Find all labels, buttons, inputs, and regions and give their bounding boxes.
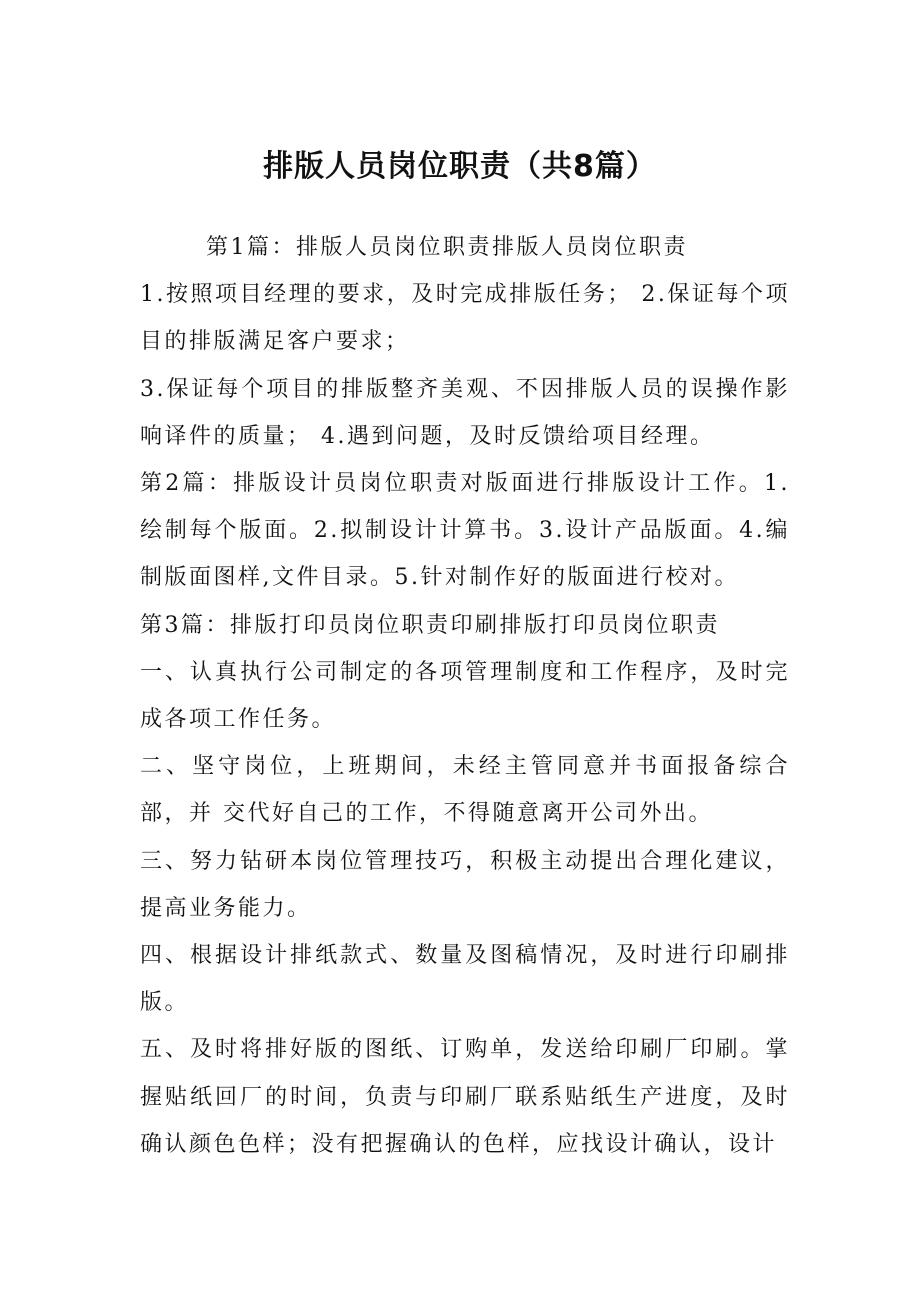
section-1-heading: 第1篇：排版人员岗位职责排版人员岗位职责: [206, 235, 688, 260]
section-1-item-1-2: 1.按照项目经理的要求，及时完成排版任务； 2.保证每个项目的排版满足客户要求；: [140, 282, 790, 355]
section-3-item-5: 五、及时将排好版的图纸、订购单，发送给印刷厂印刷。掌握贴纸回厂的时间，负责与印刷厂联系贴纸生产进度，及时确认颜色色样；没有把握确认的色样，应找设计确认，设计: [140, 1037, 790, 1157]
section-3-item-1: 一、认真执行公司制定的各项管理制度和工作程序，及时完成各项工作任务。: [140, 659, 790, 733]
document-body: [140, 224, 790, 1168]
section-3-item-3: 三、努力钻研本岗位管理技巧，积极主动提出合理化建议，提高业务能力。: [140, 848, 790, 921]
section-3-item-2: 二、坚守岗位，上班期间，未经主管同意并书面报备综合部，并 交代好自己的工作，不得随意离开公司外出。: [140, 754, 790, 827]
section-3-heading: 第3篇：排版打印员岗位职责印刷排版打印员岗位职责: [140, 612, 720, 638]
document-title: 排版人员岗位职责（共8篇）: [263, 149, 657, 184]
section-3-item-4: 四、根据设计排纸款式、数量及图稿情况，及时进行印刷排版。: [140, 943, 790, 1016]
section-1-item-3-4: 3.保证每个项目的排版整齐美观、不因排版人员的误操作影响译件的质量； 4.遇到问题，及时反馈给项目经理。: [140, 376, 790, 449]
section-2-paragraph: 第2篇：排版设计员岗位职责对版面进行排版设计工作。1.绘制每个版面。2.拟制设计计算书。3.设计产品版面。4.编制版面图样,文件目录。5.针对制作好的版面进行校对。: [140, 471, 790, 591]
